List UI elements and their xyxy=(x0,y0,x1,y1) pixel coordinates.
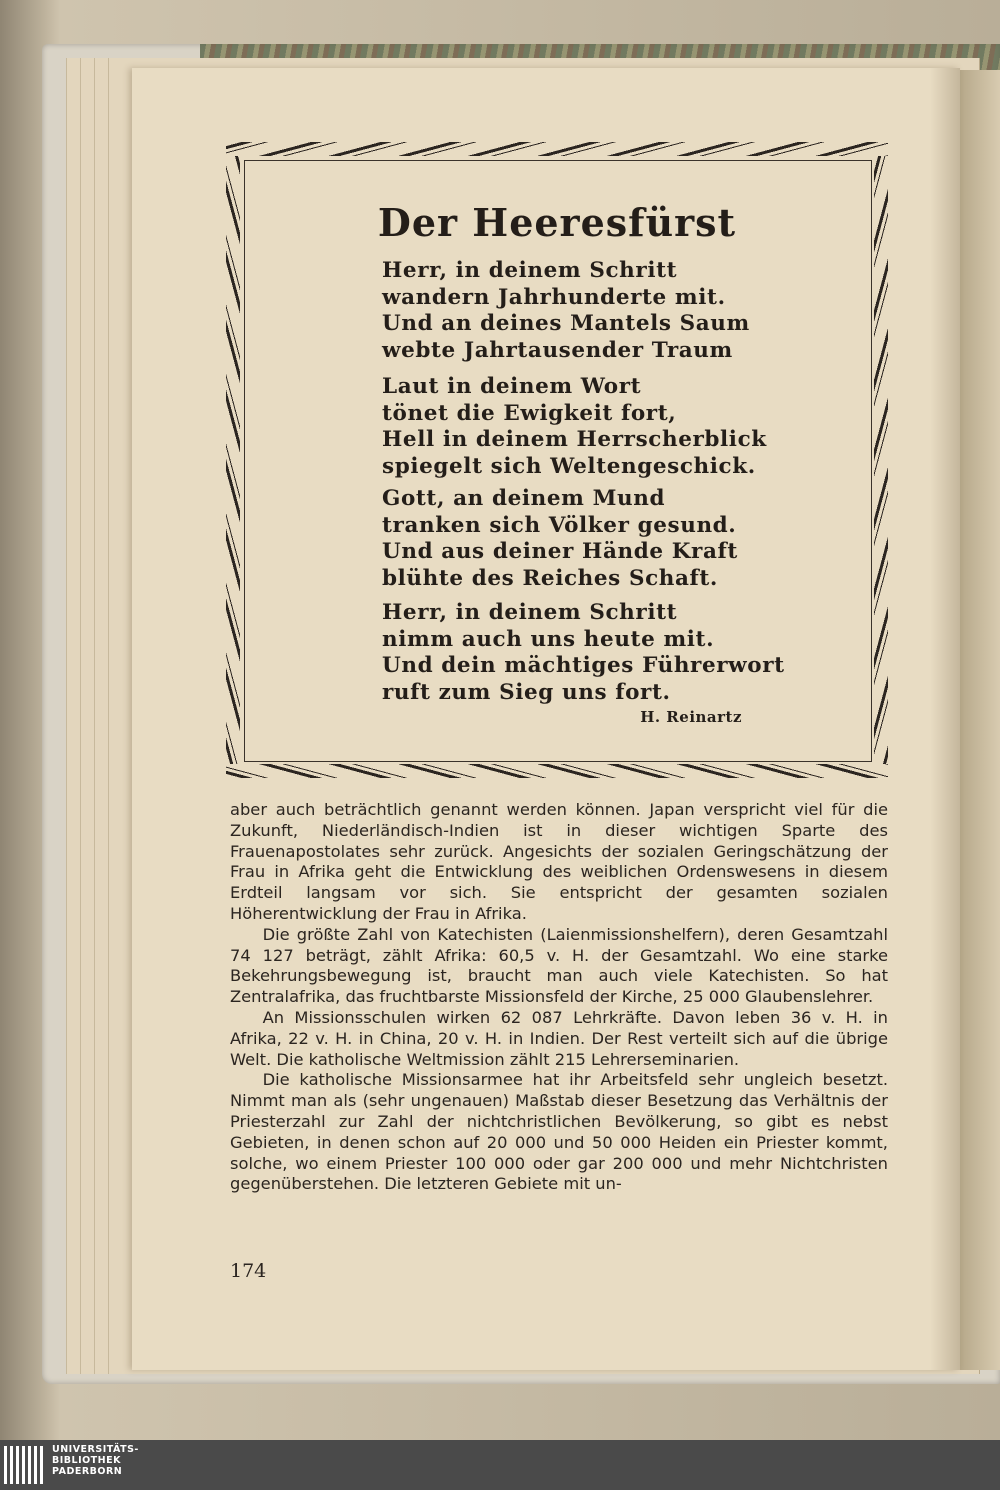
poem-stanza-2 xyxy=(382,374,802,480)
poem-line: Herr, in deinem Schritt xyxy=(382,258,678,283)
poem-line: Laut in deinem Wort xyxy=(382,374,642,399)
poem-line: Herr, in deinem Schritt xyxy=(382,600,678,625)
poem-line: ruft zum Sieg uns fort. xyxy=(382,679,671,705)
body-paragraph: An Missionsschulen wirken 62 087 Lehrkräfte. Davon leben 36 v. H. in Afrika, 22 v. H. in China, 20 v. H. in Indien. Der Rest verteilt sich auf die übrige Welt. Die katholische Weltmission zählt 215 Lehrerseminarien. xyxy=(230,1007,888,1069)
poem-line: nimm auch uns heute mit. xyxy=(382,626,715,652)
library-name-line: BIBLIOTHEK xyxy=(52,1455,121,1466)
poem-stanza-4 xyxy=(382,600,802,706)
poem-line: tönet die Ewigkeit fort, xyxy=(382,400,677,426)
poem-stanza-1 xyxy=(382,258,802,364)
library-name-line: UNIVERSITÄTS- xyxy=(52,1444,139,1455)
poem-line: Hell in deinem Herrscherblick xyxy=(382,427,767,452)
frame-ornament-right xyxy=(874,156,888,764)
gutter-shadow xyxy=(930,68,960,1370)
library-name-line: PADERBORN xyxy=(52,1466,123,1477)
poem-frame xyxy=(226,142,888,778)
poem-line: webte Jahrtausender Traum xyxy=(382,337,733,363)
body-text xyxy=(230,800,888,1195)
library-footer xyxy=(0,1440,1000,1490)
poem-line: Und dein mächtiges Führerwort xyxy=(382,653,785,678)
poem-line: wandern Jahrhunderte mit. xyxy=(382,284,726,310)
library-logo-icon xyxy=(4,1446,44,1484)
body-paragraph: aber auch beträchtlich genannt werden können. Japan verspricht viel für die Zukunft, Niederländisch-Indien ist in dieser wichtigen Sparte des Frauenapostolates sehr zurück. Angesichts der sozialen Geringschätzung der Frau in Afrika geht die Entwicklung des weiblichen Ordenswesens in diesem Erdteil langsam vor sich. Sie entspricht der gesamten sozialen Höherentwicklung der Frau in Afrika. xyxy=(230,800,888,923)
frame-ornament-bottom xyxy=(226,764,888,778)
facing-page-edge xyxy=(960,70,1000,1370)
poem-line: Und an deines Mantels Saum xyxy=(382,311,750,336)
poem-line: tranken sich Völker gesund. xyxy=(382,512,737,538)
body-paragraph: Die größte Zahl von Katechisten (Laienmissionshelfern), deren Gesamtzahl 74 127 beträgt, zählt Afrika: 60,5 v. H. der Gesamtzahl. Wo eine starke Bekehrungsbewegung ist, braucht man auch viele Katechisten. So hat Zentralafrika, das fruchtbarste Missionsfeld der Kirche, 25 000 Glaubenslehrer. xyxy=(230,924,888,1007)
poem-stanza-3 xyxy=(382,486,802,592)
frame-ornament-top xyxy=(226,142,888,156)
page-number: 174 xyxy=(230,1260,267,1282)
poem-line: spiegelt sich Weltengeschick. xyxy=(382,453,756,479)
poem-title: Der Heeresfürst xyxy=(377,200,737,245)
body-paragraph: Die katholische Missionsarmee hat ihr Arbeitsfeld sehr ungleich besetzt. Nimmt man als (sehr ungenauen) Maßstab dieser Besetzung das Verhältnis der Priesterzahl zur Zahl der nichtchristlichen Bevölkerung, so gibt es nebst Gebieten, in denen schon auf 20 000 und 50 000 Heiden ein Priester kommt, solche, wo einem Priester 100 000 oder gar 200 000 und mehr Nichtchristen gegenüberstehen. Die letzteren Gebiete mit un- xyxy=(230,1070,888,1194)
frame-ornament-left xyxy=(226,156,240,764)
poem-author: H. Reinartz xyxy=(640,708,742,726)
poem-line: blühte des Reiches Schaft. xyxy=(382,565,719,591)
poem-line: Und aus deiner Hände Kraft xyxy=(382,539,738,564)
library-name xyxy=(52,1444,139,1477)
poem-line: Gott, an deinem Mund xyxy=(382,486,666,511)
